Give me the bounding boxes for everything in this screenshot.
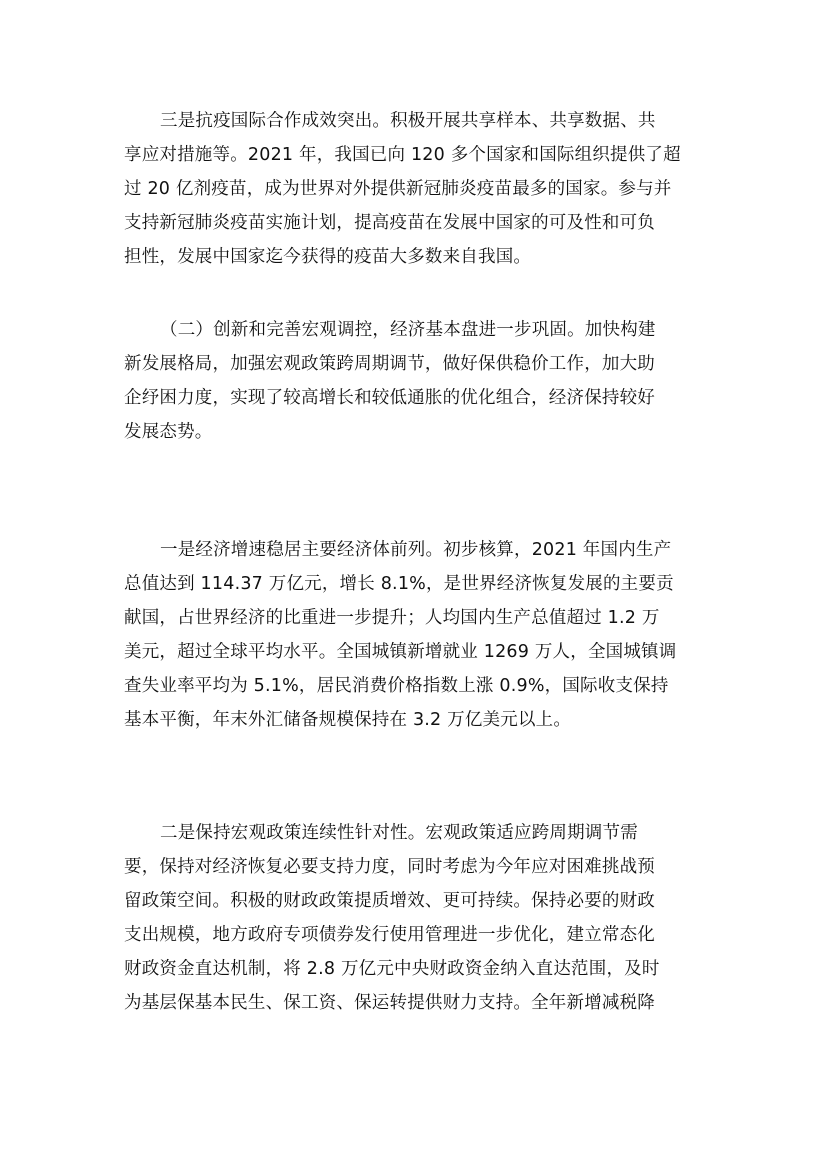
text-line: 美元，超过全球平均水平。全国城镇新增就业 1269 万人，全国城镇调 [124,642,677,662]
paragraph-economic-growth [124,533,704,737]
text-line: 发展态势。 [124,422,213,442]
text-line: 新发展格局，加强宏观政策跨周期调节，做好保供稳价工作，加大助 [124,354,655,374]
text-line: 献国，占世界经济的比重进一步提升；人均国内生产总值超过 1.2 万 [124,608,660,628]
text-line: 一是经济增速稳居主要经济体前列。初步核算，2021 年国内生产 [160,540,672,560]
text-line: 基本平衡，年末外汇储备规模保持在 3.2 万亿美元以上。 [124,710,572,730]
text-line: 担性，发展中国家迄今获得的疫苗大多数来自我国。 [124,247,532,267]
paragraph-macro-regulation [124,313,704,449]
text-line: 留政策空间。积极的财政政策提质增效、更可持续。保持必要的财政 [124,891,655,911]
text-line: 企纾困力度，实现了较高增长和较低通胀的优化组合，经济保持较好 [124,388,655,408]
text-line: （二）创新和完善宏观调控，经济基本盘进一步巩固。加快构建 [160,320,656,340]
text-line: 享应对措施等。2021 年，我国已向 120 多个国家和国际组织提供了超 [124,145,681,165]
text-line: 支出规模，地方政府专项债券发行使用管理进一步优化，建立常态化 [124,925,655,945]
text-line: 三是抗疫国际合作成效突出。积极开展共享样本、共享数据、共 [160,111,656,131]
text-line: 过 20 亿剂疫苗，成为世界对外提供新冠肺炎疫苗最多的国家。参与并 [124,179,672,199]
text-line: 财政资金直达机制，将 2.8 万亿元中央财政资金纳入直达范围，及时 [124,959,660,979]
text-line: 要，保持对经济恢复必要支持力度，同时考虑为今年应对困难挑战预 [124,857,655,877]
text-line: 总值达到 114.37 万亿元，增长 8.1%，是世界经济恢复发展的主要贡 [124,574,674,594]
paragraph-anti-epidemic-cooperation [124,104,704,274]
text-line: 查失业率平均为 5.1%，居民消费价格指数上涨 0.9%，国际收支保持 [124,676,669,696]
text-line: 为基层保基本民生、保工资、保运转提供财力支持。全年新增减税降 [124,993,655,1013]
text-line: 二是保持宏观政策连续性针对性。宏观政策适应跨周期调节需 [160,823,638,843]
paragraph-macro-policy-continuity [124,816,704,1020]
text-line: 支持新冠肺炎疫苗实施计划，提高疫苗在发展中国家的可及性和可负 [124,213,655,233]
